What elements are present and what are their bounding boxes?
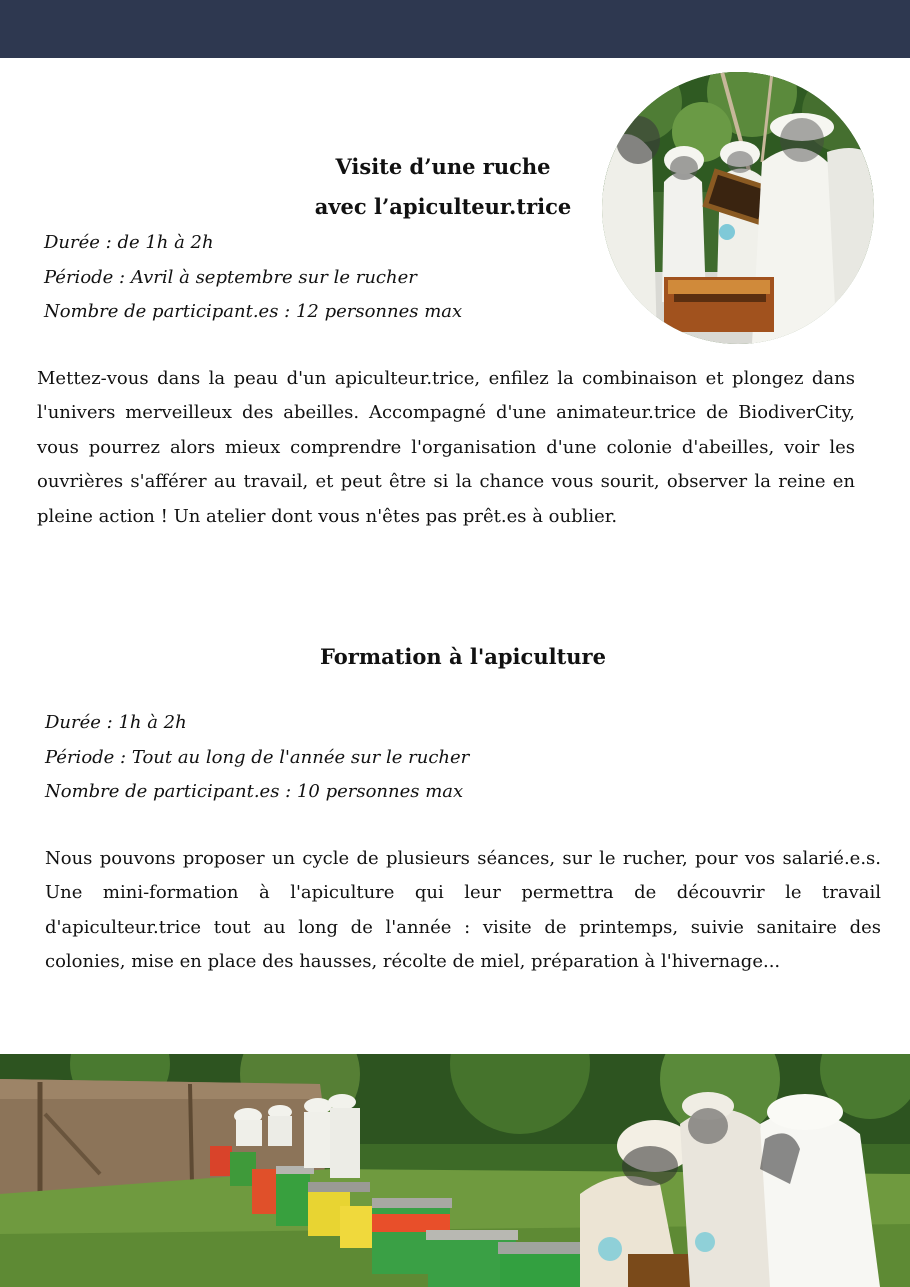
section1-periode: Période : Avril à septembre sur le rucher: [44, 267, 417, 288]
section2-paragraph: Nous pouvons proposer un cycle de plusieurs séances, sur le rucher, pour vos salarié.e.s. Une mini-formation à l'apiculture qui leur permettra de découvrir le travail d'apiculteur.trice tout au long de l'année : visite de printemps, suivie sanitaire des colonies, mise en place des hausses, récolte de miel, préparation à l'hivernage...: [45, 848, 881, 973]
section1-duree: Durée : de 1h à 2h: [44, 232, 214, 253]
section1-title-line1: Visite d’une ruche: [335, 154, 551, 179]
section1-title-line2: avec l’apiculteur.trice: [314, 194, 572, 219]
apiary-row-of-hives-photo: [0, 1054, 910, 1287]
section1-participants: Nombre de participant.es : 12 personnes max: [44, 301, 463, 322]
section2-participants: Nombre de participant.es : 10 personnes max: [45, 781, 464, 802]
section2-title: Formation à l'apiculture: [320, 644, 606, 669]
beekeepers-inspecting-frame-photo: [602, 72, 874, 344]
header-bar: [0, 0, 910, 58]
section2-periode: Période : Tout au long de l'année sur le rucher: [45, 747, 470, 768]
section2-duree: Durée : 1h à 2h: [45, 712, 187, 733]
section1-paragraph: Mettez-vous dans la peau d'un apiculteur.trice, enfilez la combinaison et plongez dans l'univers merveilleux des abeilles. Accompagné d'une animateur.trice de BiodiverCity, vous pourrez alors mieux comprendre l'organisation d'une colonie d'abeilles, voir les ouvrières s'afférer au travail, et peut être si la chance vous sourit, observer la reine en pleine action ! Un atelier dont vous n'êtes pas prêt.es à oublier.: [37, 368, 855, 527]
